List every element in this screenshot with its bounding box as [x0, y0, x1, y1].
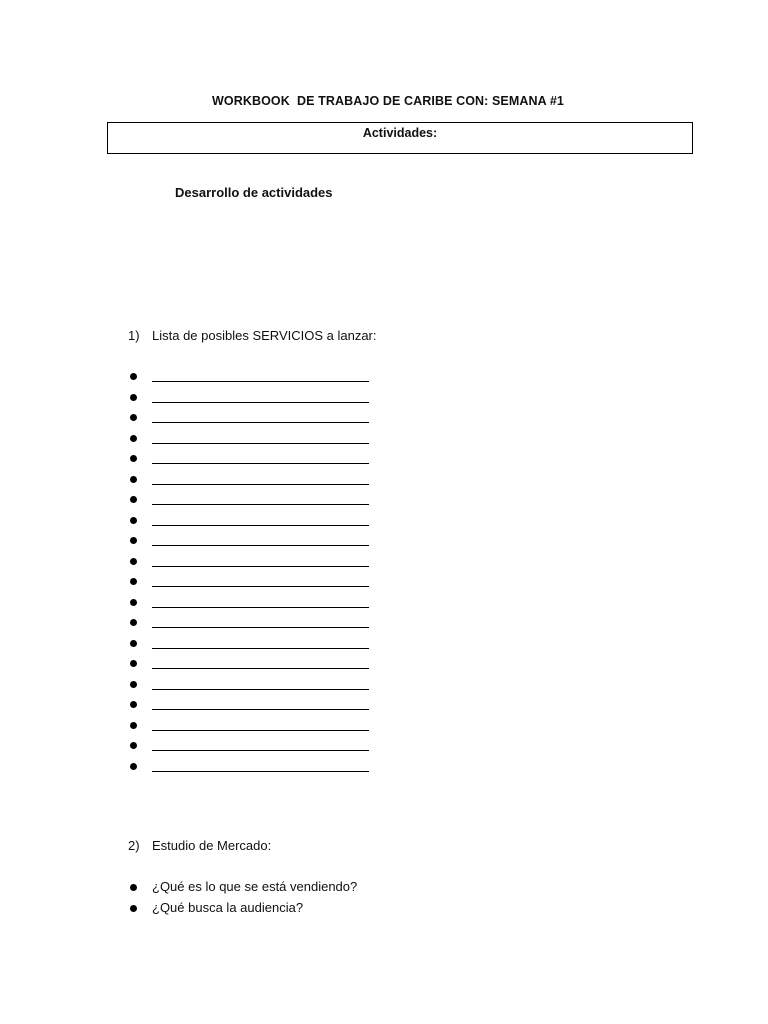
blank-answer-line[interactable]	[152, 409, 369, 423]
section-label: Lista de posibles SERVICIOS a lanzar:	[152, 328, 377, 343]
bullet-dot-icon	[130, 722, 137, 729]
list-item	[128, 512, 369, 533]
list-item	[128, 635, 369, 656]
blank-answer-line[interactable]	[152, 532, 369, 546]
bullet-dot-icon	[130, 435, 137, 442]
list-item	[128, 676, 369, 697]
bullet-dot-icon	[130, 660, 137, 667]
list-item	[128, 532, 369, 553]
section-heading-services	[128, 328, 377, 343]
section-number: 2)	[128, 838, 140, 853]
list-item	[128, 696, 369, 717]
bullet-dot-icon	[130, 517, 137, 524]
section-number: 1)	[128, 328, 140, 343]
blank-answer-line[interactable]	[152, 635, 369, 649]
blank-answer-line[interactable]	[152, 717, 369, 731]
blank-answer-line[interactable]	[152, 655, 369, 669]
list-item	[128, 573, 369, 594]
blank-answer-line[interactable]	[152, 553, 369, 567]
list-item	[128, 737, 369, 758]
list-item	[128, 553, 369, 574]
blank-answer-line[interactable]	[152, 737, 369, 751]
market-questions-list	[128, 879, 357, 920]
blank-answer-line[interactable]	[152, 696, 369, 710]
list-item	[128, 717, 369, 738]
bullet-dot-icon	[130, 496, 137, 503]
list-item	[128, 655, 369, 676]
blank-answer-line[interactable]	[152, 573, 369, 587]
blank-answer-line[interactable]	[152, 491, 369, 505]
list-item	[128, 450, 369, 471]
list-item	[128, 879, 357, 900]
list-item	[128, 758, 369, 779]
blank-answer-line[interactable]	[152, 758, 369, 772]
blank-answer-line[interactable]	[152, 614, 369, 628]
blank-answer-line[interactable]	[152, 471, 369, 485]
question-text: ¿Qué busca la audiencia?	[152, 899, 304, 915]
bullet-dot-icon	[130, 701, 137, 708]
bullet-dot-icon	[130, 681, 137, 688]
activities-box	[107, 122, 693, 154]
services-blank-list	[128, 368, 369, 778]
bullet-dot-icon	[130, 884, 137, 891]
blank-answer-line[interactable]	[152, 594, 369, 608]
bullet-dot-icon	[130, 537, 137, 544]
bullet-dot-icon	[130, 619, 137, 626]
bullet-dot-icon	[130, 558, 137, 565]
bullet-dot-icon	[130, 763, 137, 770]
list-item	[128, 368, 369, 389]
activities-subheading: Desarrollo de actividades	[175, 185, 333, 200]
section-label: Estudio de Mercado:	[152, 838, 272, 853]
section-heading-market	[128, 838, 271, 853]
bullet-dot-icon	[130, 414, 137, 421]
bullet-dot-icon	[130, 578, 137, 585]
list-item	[128, 594, 369, 615]
document-title: WORKBOOK DE TRABAJO DE CARIBE CON: SEMANA #1	[212, 94, 564, 108]
blank-answer-line[interactable]	[152, 389, 369, 403]
list-item	[128, 614, 369, 635]
list-item	[128, 491, 369, 512]
bullet-dot-icon	[130, 599, 137, 606]
bullet-dot-icon	[130, 373, 137, 380]
activities-label: Actividades:	[362, 126, 438, 140]
blank-answer-line[interactable]	[152, 430, 369, 444]
list-item	[128, 900, 357, 921]
question-text: ¿Qué es lo que se está vendiendo?	[152, 879, 358, 894]
bullet-dot-icon	[130, 394, 137, 401]
list-item	[128, 389, 369, 410]
bullet-dot-icon	[130, 905, 137, 912]
bullet-dot-icon	[130, 742, 137, 749]
list-item	[128, 471, 369, 492]
bullet-dot-icon	[130, 640, 137, 647]
blank-answer-line[interactable]	[152, 676, 369, 690]
bullet-dot-icon	[130, 455, 137, 462]
list-item	[128, 430, 369, 451]
blank-answer-line[interactable]	[152, 512, 369, 526]
list-item	[128, 409, 369, 430]
bullet-dot-icon	[130, 476, 137, 483]
blank-answer-line[interactable]	[152, 368, 369, 382]
blank-answer-line[interactable]	[152, 450, 369, 464]
